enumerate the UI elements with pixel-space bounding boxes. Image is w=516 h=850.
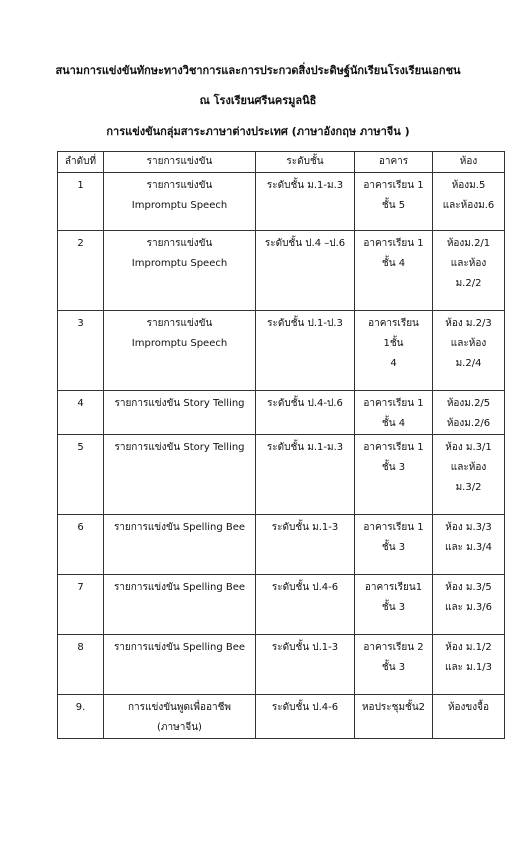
header-building: อาคาร <box>355 152 433 173</box>
cell-building: อาคารเรียน1 ชั้น 3 <box>355 575 433 635</box>
cell-event: รายการแข่งขัน Impromptu Speech <box>104 311 256 391</box>
cell-event: รายการแข่งขัน Spelling Bee <box>104 635 256 695</box>
cell-building: อาคารเรียน 1 ชั้น 4 <box>355 231 433 311</box>
cell-room: ห้อง ม.1/2 และ ม.1/3 <box>433 635 505 695</box>
table-header-row <box>58 152 505 173</box>
schedule-table <box>57 151 505 739</box>
document-title: สนามการแข่งขันทักษะทางวิชาการและการประกวดสิ่งประดิษฐ์นักเรียนโรงเรียนเอกชน <box>55 64 461 77</box>
cell-building: อาคารเรียน 1 ชั้น 5 <box>355 173 433 231</box>
table-row <box>58 515 505 575</box>
cell-room: ห้อง ม.3/1 และห้อง ม.3/2 <box>433 435 505 515</box>
cell-order: 5 <box>58 435 104 515</box>
cell-event: การแข่งขันพูดเพื่ออาชีพ (ภาษาจีน) <box>104 695 256 739</box>
cell-building: อาคารเรียน 1 ชั้น 3 <box>355 515 433 575</box>
cell-level: ระดับชั้น ม.1-ม.3 <box>256 173 355 231</box>
cell-level: ระดับชั้น ป.1-ป.3 <box>256 311 355 391</box>
school-name: ณ โรงเรียนศรีนครมูลนิธิ <box>199 94 317 107</box>
cell-level: ระดับชั้น ป.4-6 <box>256 695 355 739</box>
cell-event: รายการแข่งขัน Spelling Bee <box>104 515 256 575</box>
competition-group-title: การแข่งขันกลุ่มสาระภาษาต่างประเทศ (ภาษาอังกฤษ ภาษาจีน ) <box>106 125 410 138</box>
header-level: ระดับชั้น <box>256 152 355 173</box>
cell-order: 1 <box>58 173 104 231</box>
table-row <box>58 173 505 231</box>
cell-building: อาคารเรียน 1 ชั้น 3 <box>355 435 433 515</box>
cell-room: ห้องม.2/5 ห้องม.2/6 <box>433 391 505 435</box>
cell-order: 3 <box>58 311 104 391</box>
table-row <box>58 311 505 391</box>
table-row <box>58 575 505 635</box>
cell-event: รายการแข่งขัน Impromptu Speech <box>104 173 256 231</box>
cell-level: ระดับชั้น ป.4 –ป.6 <box>256 231 355 311</box>
table-row <box>58 231 505 311</box>
cell-room: ห้องม.2/1 และห้อง ม.2/2 <box>433 231 505 311</box>
cell-event: รายการแข่งขัน Spelling Bee <box>104 575 256 635</box>
table-row <box>58 635 505 695</box>
table-row <box>58 391 505 435</box>
cell-event: รายการแข่งขัน Impromptu Speech <box>104 231 256 311</box>
cell-room: ห้อง ม.3/3 และ ม.3/4 <box>433 515 505 575</box>
table-row <box>58 435 505 515</box>
cell-building: หอประชุมชั้น2 <box>355 695 433 739</box>
table-row <box>58 695 505 739</box>
cell-level: ระดับชั้น ม.1-3 <box>256 515 355 575</box>
header-order: ลำดับที่ <box>58 152 104 173</box>
cell-room: ห้องม.5 และห้องม.6 <box>433 173 505 231</box>
cell-room: ห้อง ม.3/5 และ ม.3/6 <box>433 575 505 635</box>
cell-order: 9. <box>58 695 104 739</box>
cell-building: อาคารเรียน 1ชั้น 4 <box>355 311 433 391</box>
cell-level: ระดับชั้น ม.1-ม.3 <box>256 435 355 515</box>
cell-order: 4 <box>58 391 104 435</box>
cell-level: ระดับชั้น ป.4-6 <box>256 575 355 635</box>
header-event: รายการแข่งขัน <box>104 152 256 173</box>
cell-building: อาคารเรียน 2 ชั้น 3 <box>355 635 433 695</box>
cell-order: 7 <box>58 575 104 635</box>
cell-order: 2 <box>58 231 104 311</box>
cell-level: ระดับชั้น ป.1-3 <box>256 635 355 695</box>
cell-room: ห้อง ม.2/3 และห้อง ม.2/4 <box>433 311 505 391</box>
cell-order: 6 <box>58 515 104 575</box>
cell-room: ห้องขงจื้อ <box>433 695 505 739</box>
cell-event: รายการแข่งขัน Story Telling <box>104 391 256 435</box>
cell-order: 8 <box>58 635 104 695</box>
cell-level: ระดับชั้น ป.4-ป.6 <box>256 391 355 435</box>
cell-building: อาคารเรียน 1 ชั้น 4 <box>355 391 433 435</box>
cell-event: รายการแข่งขัน Story Telling <box>104 435 256 515</box>
header-room: ห้อง <box>433 152 505 173</box>
